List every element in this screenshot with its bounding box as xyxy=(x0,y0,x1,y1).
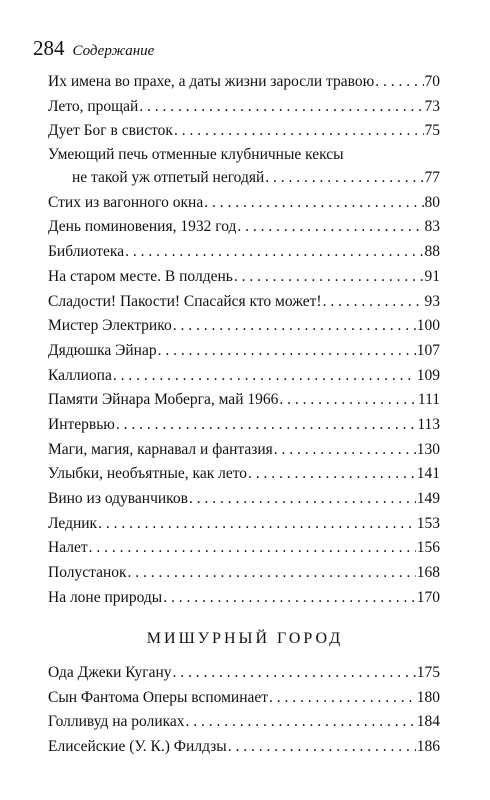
toc-entry-title: Полустанок xyxy=(48,564,127,582)
toc-entry-title: Дует Бог в свисток xyxy=(48,122,173,140)
toc-entry xyxy=(48,166,440,191)
toc-entry-page: 70 xyxy=(424,73,440,90)
toc-entry-title: Маги, магия, карнавал и фантазия xyxy=(48,440,273,458)
toc-entry-title: Вино из одуванчиков xyxy=(48,490,188,507)
toc-entry-title: На старом месте. В полдень xyxy=(48,267,233,285)
toc-entry-title: Улыбки, необъятные, как лето xyxy=(48,465,248,483)
toc-entry-page: 91 xyxy=(424,267,440,285)
toc-entry-page: 153 xyxy=(416,514,440,532)
toc-entry-page: 100 xyxy=(416,317,440,335)
toc-entry-title: Стих из вагонного окна xyxy=(48,193,204,211)
toc-entry-page: 168 xyxy=(416,564,440,582)
toc-entry-page: 88 xyxy=(424,243,440,261)
toc-entry-title: Сладости! Пакости! Спасайся кто может! xyxy=(48,292,322,310)
leader-dots xyxy=(375,70,423,95)
leader-dots xyxy=(237,215,423,240)
leader-dots xyxy=(139,95,423,120)
leader-dots xyxy=(125,240,423,265)
toc-entry-page: 107 xyxy=(416,341,440,359)
leader-dots xyxy=(323,290,424,315)
toc-entry xyxy=(48,462,440,487)
leader-dots xyxy=(163,586,416,611)
toc-entry xyxy=(48,215,440,240)
toc-entry-title: Ода Джеки Кугану xyxy=(48,664,172,681)
toc-entry-page: 186 xyxy=(416,738,440,756)
toc-entry-title: не такой уж отпетый негодяй xyxy=(72,169,265,187)
toc-entry-page: 77 xyxy=(424,169,440,187)
toc-entry xyxy=(48,487,440,512)
toc-list xyxy=(48,70,440,610)
toc-entry xyxy=(48,191,440,216)
toc-entry xyxy=(48,710,440,735)
toc-entry-page: 83 xyxy=(424,218,440,236)
toc-entry-page: 175 xyxy=(416,664,440,681)
toc-entry-title: Сын Фантома Оперы вспоминает xyxy=(48,688,269,706)
toc-entry-page: 93 xyxy=(424,292,440,310)
toc-entry-page: 184 xyxy=(416,713,440,731)
leader-dots xyxy=(158,339,416,364)
toc-entry xyxy=(48,339,440,364)
toc-entry-title: На лоне природы xyxy=(48,588,163,606)
running-title: Содержание xyxy=(72,43,155,59)
toc-entry xyxy=(48,265,440,290)
leader-dots xyxy=(204,191,423,216)
leader-dots xyxy=(228,735,416,760)
toc-entry-title: День поминовения, 1932 год xyxy=(48,218,237,236)
toc-entry xyxy=(48,388,440,413)
leader-dots xyxy=(98,512,416,537)
toc-entry-title: Мистер Электрико xyxy=(48,317,172,335)
toc-entry-line1 xyxy=(48,144,440,166)
page-number: 284 xyxy=(33,36,65,60)
toc-entry xyxy=(48,119,440,144)
leader-dots xyxy=(89,536,416,561)
toc-entry-title: Голливуд на роликах xyxy=(48,713,185,731)
section-heading: МИШУРНЫЙ ГОРОД xyxy=(146,630,344,647)
toc-entry-title: Ледник xyxy=(48,514,98,532)
leader-dots xyxy=(128,561,416,586)
toc-entry xyxy=(48,314,440,339)
leader-dots xyxy=(269,686,416,711)
leader-dots xyxy=(186,710,416,735)
toc-entry xyxy=(48,661,440,686)
toc-entry xyxy=(48,240,440,265)
toc-entry xyxy=(48,438,440,463)
toc-list-section2 xyxy=(48,661,440,760)
leader-dots xyxy=(174,119,424,144)
toc-entry-page: 73 xyxy=(424,97,440,115)
running-head xyxy=(33,36,154,61)
toc-entry xyxy=(48,512,440,537)
leader-dots xyxy=(274,438,416,463)
toc-entry-page: 141 xyxy=(416,465,440,483)
toc-entry-page: 180 xyxy=(416,688,440,706)
leader-dots xyxy=(189,487,416,512)
toc-entry xyxy=(48,95,440,120)
toc-entry xyxy=(48,536,440,561)
toc-entry xyxy=(48,561,440,586)
toc-entry xyxy=(48,413,440,438)
toc-entry-title: Памяти Эйнара Моберга, май 1966 xyxy=(48,391,279,409)
toc-entry xyxy=(48,586,440,611)
toc-entry-page: 111 xyxy=(417,391,440,409)
toc-entry-title: Дядюшка Эйнар xyxy=(48,341,157,359)
leader-dots xyxy=(173,314,416,339)
leader-dots xyxy=(265,166,423,191)
toc-entry-title: Интервью xyxy=(48,415,115,433)
toc-entry xyxy=(48,70,440,95)
toc-entry-page: 149 xyxy=(416,490,440,507)
toc-entry-page: 130 xyxy=(416,440,440,458)
toc-entry-title: Каллиопа xyxy=(48,366,112,384)
leader-dots xyxy=(113,364,416,389)
toc-entry-title: Умеющий печь отменные клубничные кексы xyxy=(48,146,344,164)
toc-entry-page: 109 xyxy=(416,366,440,384)
toc-entry-page: 156 xyxy=(416,539,440,557)
toc-entry-page: 170 xyxy=(416,588,440,606)
leader-dots xyxy=(173,661,416,686)
toc-entry-title: Елисейские (У. К.) Филдзы xyxy=(48,738,227,756)
toc-entry-title: Библиотека xyxy=(48,243,125,261)
toc-entry-title: Налет xyxy=(48,539,88,557)
leader-dots xyxy=(116,413,416,438)
leader-dots xyxy=(234,265,424,290)
leader-dots xyxy=(279,388,417,413)
toc-entry xyxy=(48,364,440,389)
toc-entry-page: 113 xyxy=(417,415,440,433)
toc-entry-title: Лето, прощай xyxy=(48,97,139,115)
toc-entry xyxy=(48,290,440,315)
leader-dots xyxy=(248,462,416,487)
toc-entry-page: 75 xyxy=(424,122,440,140)
toc-entry xyxy=(48,686,440,711)
toc-entry-page: 80 xyxy=(424,193,440,211)
toc-entry xyxy=(48,735,440,760)
toc-entry-title: Их имена во прахе, а даты жизни заросли травою xyxy=(48,73,375,90)
